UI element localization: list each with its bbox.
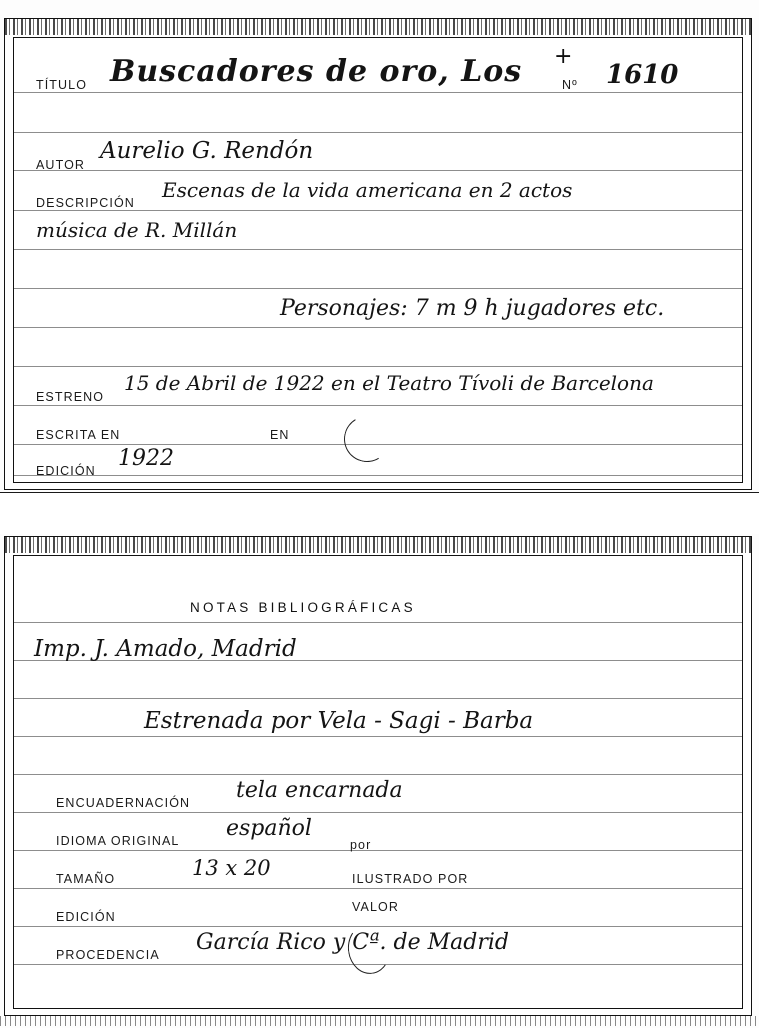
rule-line [14, 366, 742, 367]
value-idioma-original: español [226, 816, 312, 841]
value-autor: Aurelio G. Rendón [100, 138, 314, 164]
value-titulo: Buscadores de oro, Los [110, 54, 523, 89]
label-idioma-original: IDIOMA ORIGINAL [56, 834, 180, 848]
label-tamano: TAMAÑO [56, 872, 116, 886]
bibliographic-notes-heading: NOTAS BIBLIOGRÁFICAS [190, 600, 416, 615]
value-numero: 1610 [606, 60, 679, 90]
rule-line [14, 812, 742, 813]
value-procedencia: García Rico y Cª. de Madrid [196, 930, 509, 955]
scan-edge-line [0, 492, 759, 493]
scan-noise-bottom [0, 1016, 759, 1026]
label-escrita-en: ESCRITA EN [36, 428, 121, 442]
label-numero: Nº [562, 78, 578, 92]
value-personajes: Personajes: 7 m 9 h jugadores etc. [280, 296, 665, 321]
label-estreno: ESTRENO [36, 390, 105, 404]
value-encuadernacion: tela encarnada [236, 778, 403, 803]
label-procedencia: PROCEDENCIA [56, 948, 160, 962]
rule-line [14, 405, 742, 406]
rule-line [14, 850, 742, 851]
rule-line [14, 888, 742, 889]
rule-line [14, 210, 742, 211]
card-edge-texture-top [5, 19, 751, 35]
label-valor: VALOR [352, 900, 399, 914]
value-descripcion-line-2: música de R. Millán [36, 218, 238, 242]
cross-mark: + [554, 44, 573, 69]
catalog-card-bottom [4, 536, 752, 1016]
value-imprenta: Imp. J. Amado, Madrid [34, 636, 297, 662]
label-titulo: TÍTULO [36, 78, 88, 92]
card-top-inner [13, 37, 743, 483]
value-estrenada-por: Estrenada por Vela - Sagi - Barba [144, 708, 534, 734]
label-por: por [350, 838, 372, 852]
label-edicion: EDICIÓN [36, 464, 96, 478]
rule-line [14, 92, 742, 93]
rule-line [14, 736, 742, 737]
rule-line [14, 698, 742, 699]
rule-line [14, 170, 742, 171]
rule-line [14, 774, 742, 775]
value-estreno: 15 de Abril de 1922 en el Teatro Tívoli de Barcelona [124, 371, 654, 395]
card-bottom-inner [13, 555, 743, 1009]
catalog-card-top [4, 18, 752, 490]
rule-line [14, 288, 742, 289]
label-ilustrado-por: ILUSTRADO POR [352, 872, 469, 886]
rule-line [14, 327, 742, 328]
rule-line [14, 475, 742, 476]
label-edicion-bottom: EDICIÓN [56, 910, 116, 924]
scan-gap [0, 492, 759, 534]
label-en: EN [270, 428, 290, 442]
rule-line [14, 132, 742, 133]
value-edicion: 1922 [118, 446, 174, 471]
rule-line [14, 249, 742, 250]
value-tamano: 13 x 20 [192, 856, 271, 880]
label-descripcion: DESCRIPCIÓN [36, 196, 135, 210]
card-edge-texture-bottom [5, 537, 751, 553]
ink-scribble-mark [339, 411, 395, 467]
label-encuadernacion: ENCUADERNACIÓN [56, 796, 191, 810]
label-autor: AUTOR [36, 158, 86, 172]
rule-line [14, 622, 742, 623]
value-descripcion-line-1: Escenas de la vida americana en 2 actos [162, 178, 573, 202]
